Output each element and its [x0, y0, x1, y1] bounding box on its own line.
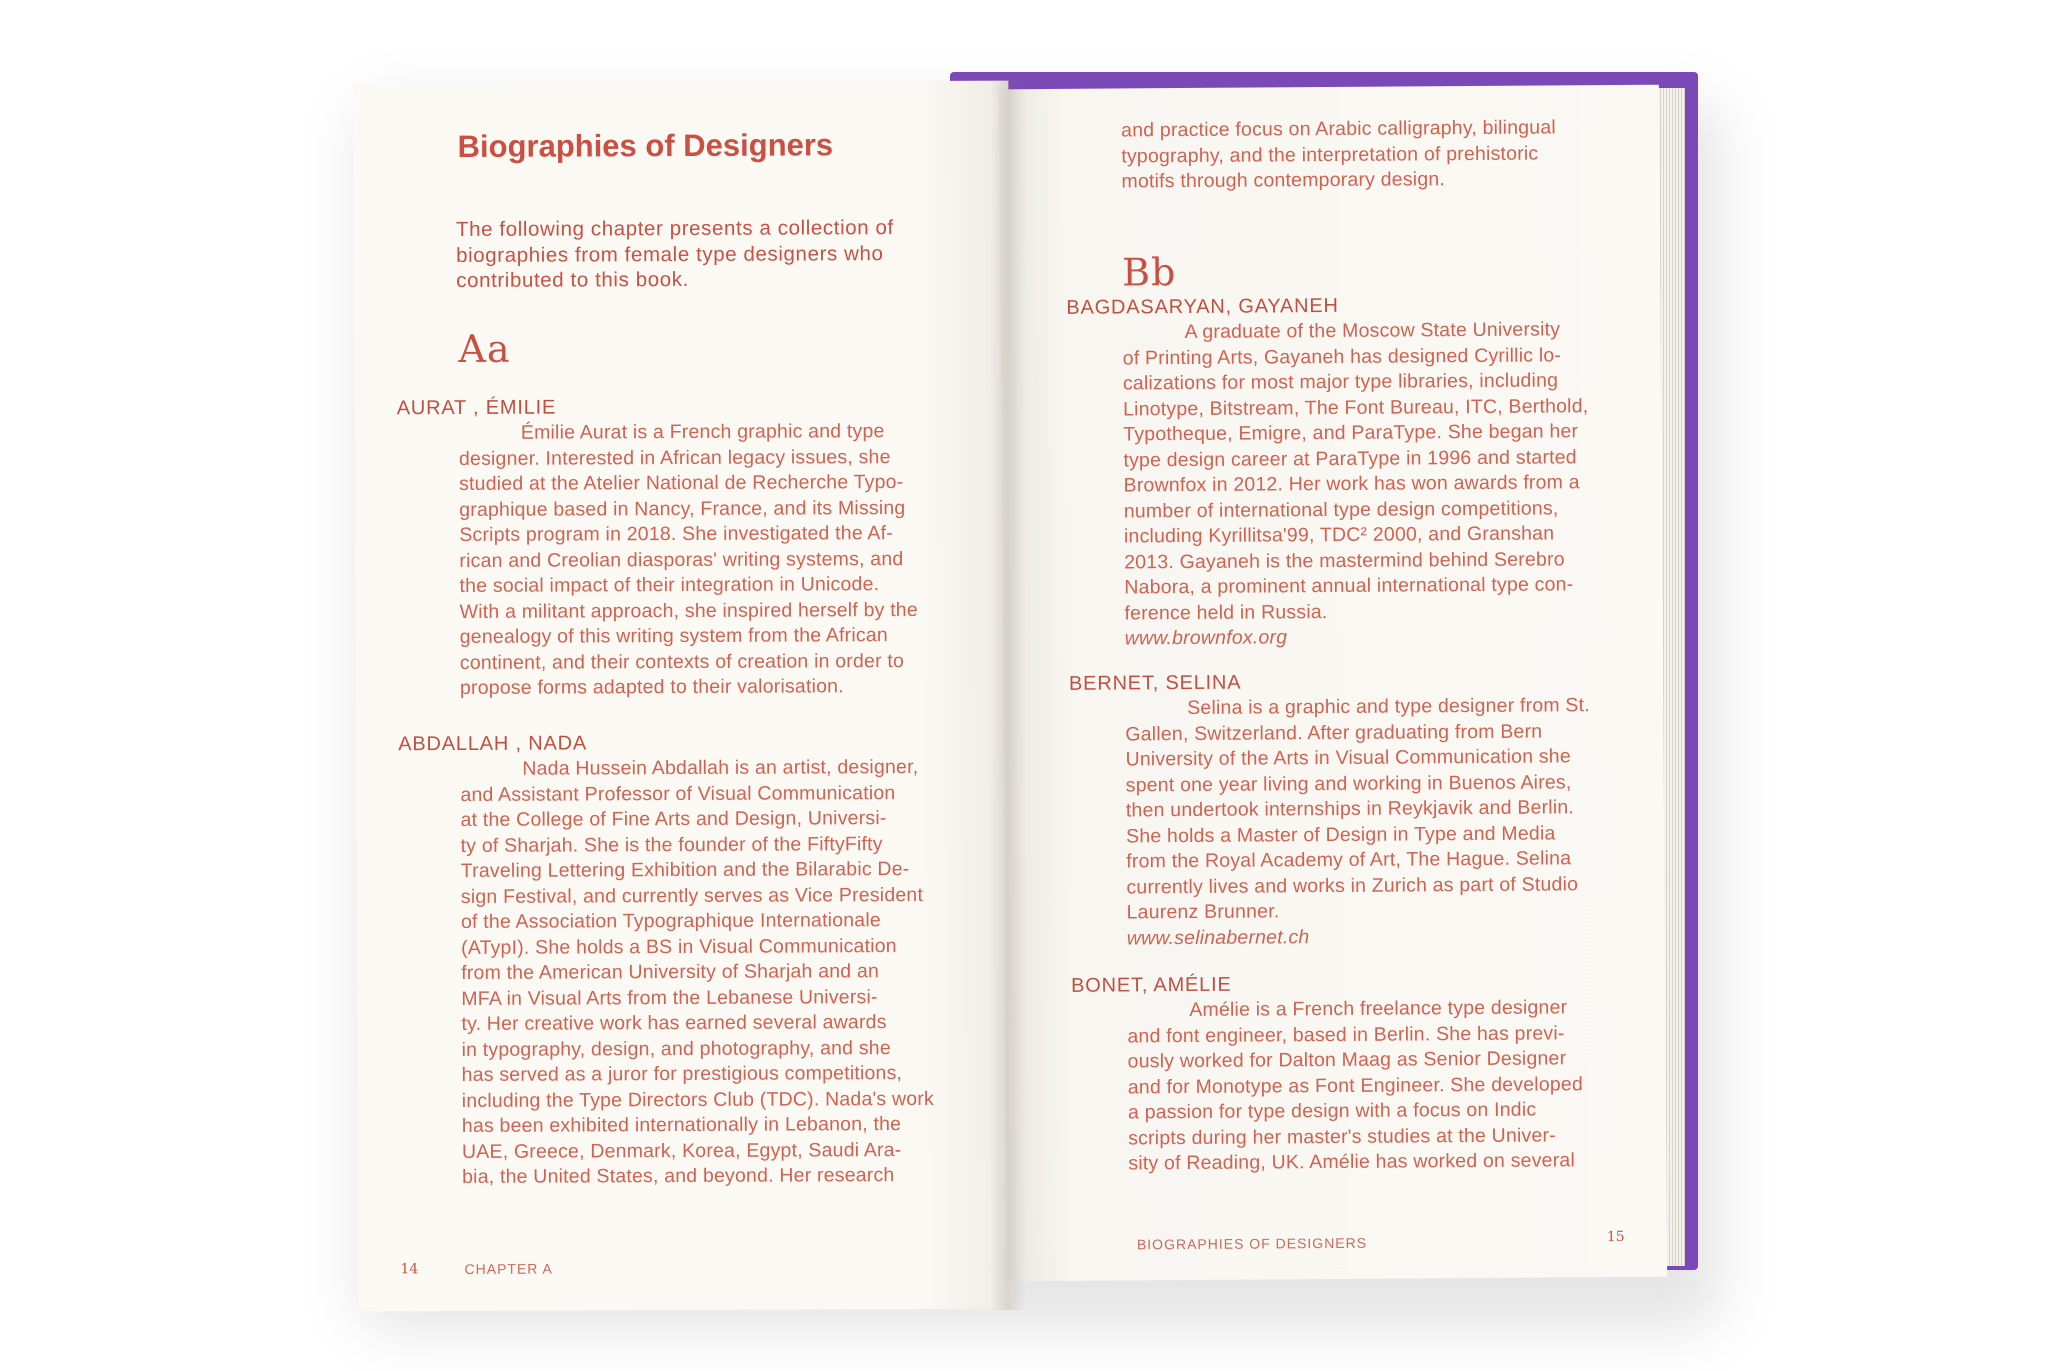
bio-line: continent, and their contexts of creation in order to — [459, 649, 905, 674]
running-footer: BIOGRAPHIES OF DESIGNERS — [1136, 1234, 1368, 1253]
page-number: 14 — [400, 1261, 419, 1278]
bio-line: Nabora, a prominent annual international type con- — [1124, 573, 1574, 599]
bio-line: University of the Arts in Visual Communication she — [1125, 745, 1571, 771]
bio-line: Selina is a graphic and type designer from St. — [1187, 694, 1590, 720]
bio-line: ously worked for Dalton Maag as Senior Designer — [1127, 1047, 1567, 1073]
bio-line: number of international type design competitions, — [1123, 496, 1559, 522]
bio-text — [460, 755, 934, 1191]
bio-line: scripts during her master's studies at the Univer- — [1128, 1123, 1556, 1149]
bio-line: She holds a Master of Design in Type and Media — [1125, 821, 1556, 847]
bio-text — [1127, 995, 1583, 1177]
bio-line: Nada Hussein Abdallah is an artist, designer, — [522, 755, 919, 780]
bio-line: type design career at ParaType in 1996 and started — [1123, 445, 1577, 471]
intro-paragraph — [456, 215, 976, 294]
bio-line: (ATypI). She holds a BS in Visual Communication — [461, 934, 897, 959]
bio-line: and practice focus on Arabic calligraphy, bilingual — [1121, 116, 1556, 142]
bio-line: including the Type Directors Club (TDC). Nada's work — [461, 1087, 934, 1112]
bio-line: With a militant approach, she inspired herself by the — [459, 598, 918, 623]
bio-line: in typography, design, and photography, and she — [461, 1036, 891, 1061]
right-page — [999, 85, 1667, 1282]
bio-name: AURAT , ÉMILIE — [396, 396, 557, 420]
bio-line: has been exhibited internationally in Lebanon, the — [461, 1113, 902, 1137]
bio-name: ABDALLAH , NADA — [398, 732, 587, 756]
intro-line: contributed to this book. — [456, 267, 689, 292]
intro-line: biographies from female type designers who — [456, 241, 884, 267]
bio-line: at the College of Fine Arts and Design, Universi- — [460, 807, 887, 831]
bio-line: MFA in Visual Arts from the Lebanese Universi- — [461, 985, 878, 1010]
bio-line: 2013. Gayaneh is the mastermind behind Serebro — [1124, 547, 1565, 573]
bio-line: propose forms adapted to their valorisation. — [459, 675, 844, 699]
bio-line: Gallen, Switzerland. After graduating from Bern — [1125, 720, 1543, 745]
bio-line: Linotype, Bitstream, The Font Bureau, ITC, Berthold, — [1123, 394, 1589, 420]
section-letter-a: Aa — [458, 326, 511, 371]
website-link[interactable]: www.brownfox.org — [1124, 626, 1288, 650]
website-link[interactable]: www.selinabernet.ch — [1126, 925, 1310, 949]
bio-line: Laurenz Brunner. — [1126, 900, 1280, 924]
bio-name: BERNET, SELINA — [1068, 671, 1242, 695]
bio-line: sity of Reading, UK. Amélie has worked on several — [1128, 1149, 1576, 1175]
bio-line: sign Festival, and currently serves as Vice President — [460, 883, 924, 908]
bio-line: then undertook internships in Reykjavik and Berlin. — [1125, 796, 1575, 822]
book-gutter — [990, 80, 1026, 1310]
bio-text — [1125, 693, 1591, 951]
bio-text — [1122, 317, 1590, 652]
bio-line: graphique based in Nancy, France, and its Missing — [459, 496, 906, 521]
bio-line: ty. Her creative work has earned several awards — [461, 1011, 887, 1035]
bio-name: BAGDASARYAN, GAYANEH — [1066, 294, 1339, 319]
bio-line: Amélie is a French freelance type designer — [1189, 996, 1568, 1022]
page-number: 15 — [1606, 1228, 1625, 1246]
bio-line: of Printing Arts, Gayaneh has designed Cyrillic lo- — [1122, 343, 1562, 369]
bio-line: Émilie Aurat is a French graphic and type — [520, 420, 885, 444]
bio-line: from the American University of Sharjah and an — [461, 960, 880, 984]
bio-line: and font engineer, based in Berlin. She has previ- — [1127, 1021, 1565, 1047]
bio-line: designer. Interested in African legacy issues, she — [458, 445, 891, 470]
chapter-title: Biographies of Designers — [457, 127, 834, 164]
bio-line: a passion for type design with a focus on Indic — [1127, 1098, 1537, 1124]
bio-line: Traveling Lettering Exhibition and the Bilarabic De- — [460, 858, 910, 882]
bio-line: Scripts program in 2018. She investigated the Af- — [459, 522, 893, 546]
bio-line: including Kyrillitsa'99, TDC² 2000, and Granshan — [1123, 522, 1555, 548]
bio-line: A graduate of the Moscow State University — [1184, 318, 1561, 344]
bio-line: has served as a juror for prestigious competitions, — [461, 1062, 903, 1086]
running-footer: CHAPTER A — [464, 1260, 553, 1277]
bio-name: BONET, AMÉLIE — [1071, 973, 1232, 997]
bio-line: studied at the Atelier National de Recherche Typo- — [459, 471, 904, 495]
bio-line: ty of Sharjah. She is the founder of the FiftyFifty — [460, 832, 883, 857]
bio-line: genealogy of this writing system from the African — [459, 624, 888, 648]
left-page — [353, 81, 1013, 1312]
bio-line: typography, and the interpretation of prehistoric — [1121, 142, 1539, 167]
bio-line: and for Monotype as Font Engineer. She developed — [1127, 1072, 1584, 1098]
bio-line: and Assistant Professor of Visual Communication — [460, 781, 896, 806]
bio-line: motifs through contemporary design. — [1121, 168, 1446, 193]
intro-line: The following chapter presents a collection of — [455, 216, 894, 241]
bio-line: the social impact of their integration in Unicode. — [459, 573, 880, 597]
bio-line: Brownfox in 2012. Her work has won awards from a — [1123, 471, 1580, 497]
section-letter-b: Bb — [1121, 250, 1177, 295]
bio-line: from the Royal Academy of Art, The Hague. Selina — [1126, 847, 1572, 873]
bio-line: currently lives and works in Zurich as part of Studio — [1126, 872, 1579, 898]
bio-line: of the Association Typographique Internationale — [460, 909, 881, 933]
bio-line: bia, the United States, and beyond. Her research — [462, 1164, 895, 1188]
bio-line: UAE, Greece, Denmark, Korea, Egypt, Saudi Ara- — [461, 1138, 902, 1163]
continued-text — [1121, 115, 1556, 195]
bio-text — [459, 419, 918, 701]
bio-line: calizations for most major type libraries, including — [1122, 369, 1559, 395]
bio-line: Typotheque, Emigre, and ParaType. She began her — [1123, 420, 1579, 446]
bio-line: rican and Creolian diasporas' writing systems, and — [459, 547, 904, 572]
bio-line: spent one year living and working in Buenos Aires, — [1125, 770, 1572, 796]
bio-line: ference held in Russia. — [1124, 600, 1328, 624]
